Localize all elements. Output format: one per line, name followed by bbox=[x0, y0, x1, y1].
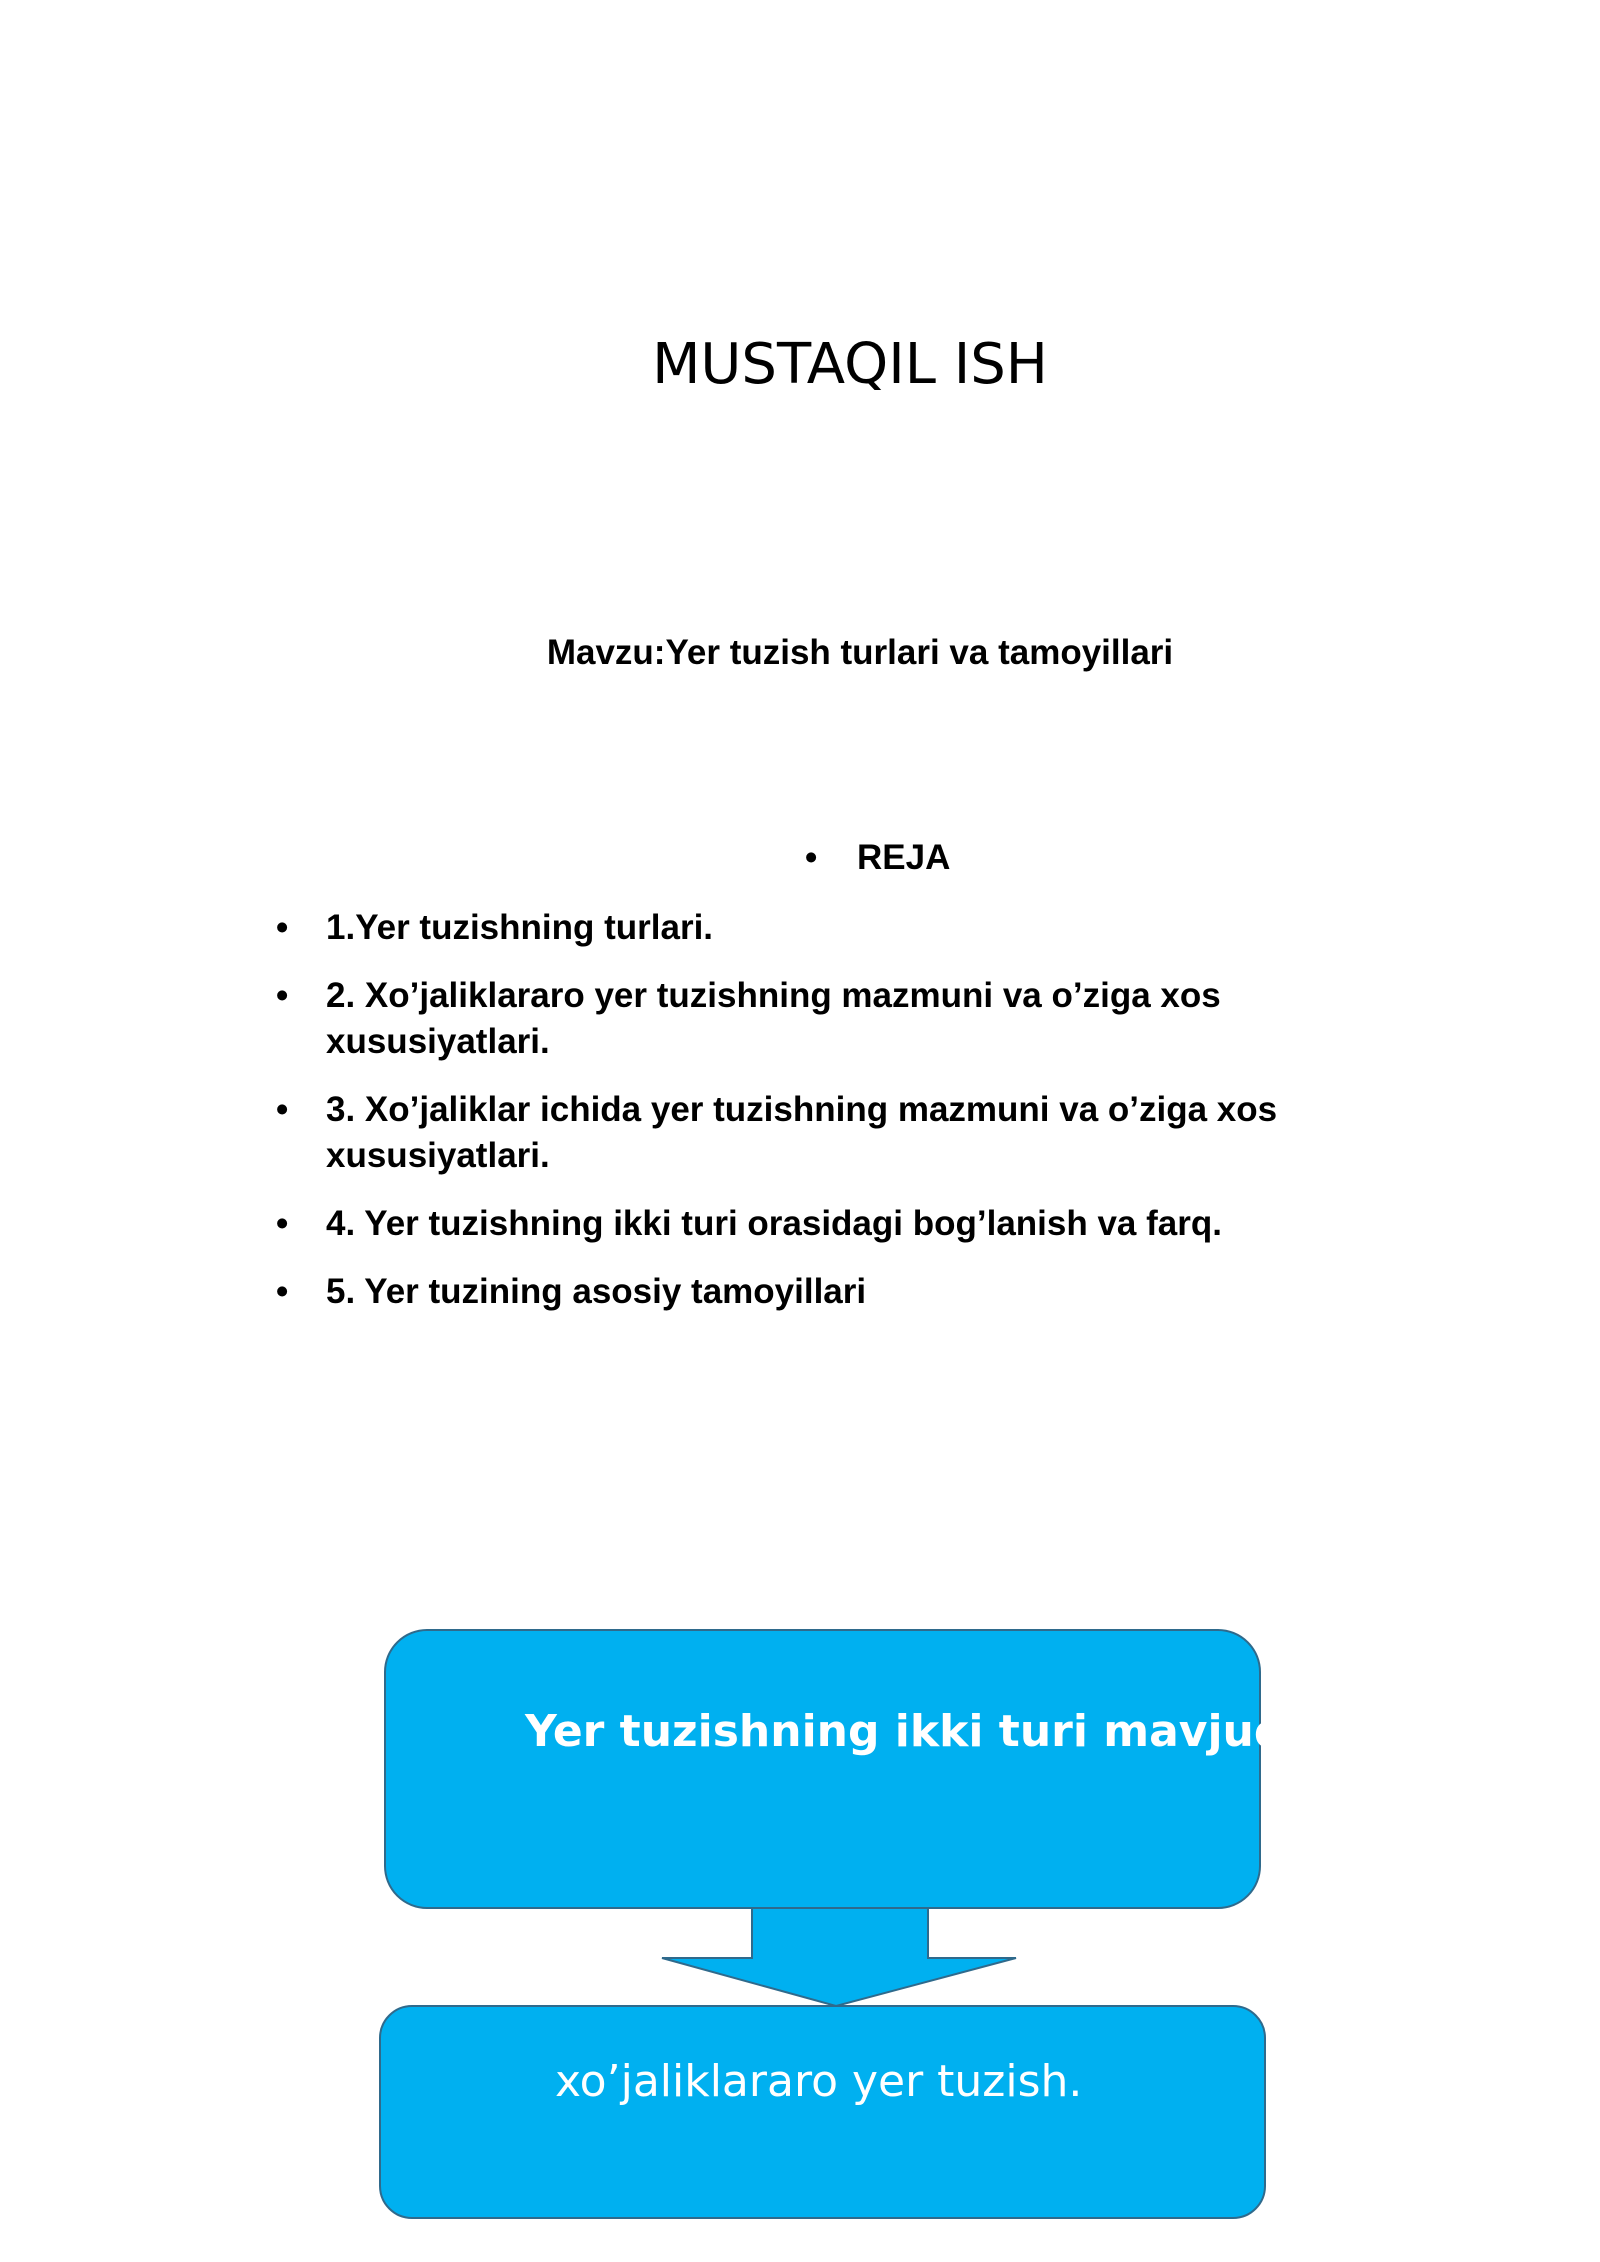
plan-item bbox=[276, 1269, 1396, 1315]
top-box-text: Yer tuzishning ikki turi mavjud: bbox=[525, 1706, 1303, 1757]
plan-item-text: 1.Yer tuzishning turlari. bbox=[326, 908, 714, 947]
plan-item bbox=[276, 905, 1396, 951]
down-arrow-icon bbox=[662, 1908, 1016, 2006]
bottom-box bbox=[380, 2006, 1265, 2218]
plan-item-text: 4. Yer tuzishning ikki turi orasidagi bog’lanish va farq. bbox=[326, 1204, 1222, 1243]
plan-heading-label: REJA bbox=[857, 838, 951, 877]
plan-item-text: 5. Yer tuzining asosiy tamoyillari bbox=[326, 1272, 867, 1311]
bullet-icon: • bbox=[276, 1090, 289, 1129]
bullet-icon: • bbox=[276, 1272, 289, 1311]
plan-item bbox=[276, 1087, 1396, 1179]
flow-diagram bbox=[370, 1620, 1303, 2220]
bullet-icon: • bbox=[276, 976, 289, 1015]
bullet-icon: • bbox=[276, 908, 289, 947]
plan-item bbox=[276, 973, 1396, 1065]
plan-item-text: 2. Xo’jaliklararo yer tuzishning mazmuni va o’ziga xos xususiyatlari. bbox=[326, 976, 1221, 1061]
topic-heading: Mavzu:Yer tuzish turlari va tamoyillari bbox=[546, 633, 1174, 672]
plan-item-text: 3. Xo’jaliklar ichida yer tuzishning mazmuni va o’ziga xos xususiyatlari. bbox=[326, 1090, 1278, 1175]
plan-item bbox=[276, 1201, 1396, 1247]
bottom-box-text: xo’jaliklararo yer tuzish. bbox=[555, 2056, 1083, 2107]
bullet-icon: • bbox=[276, 1204, 289, 1243]
top-box bbox=[385, 1630, 1260, 1908]
plan-heading bbox=[805, 838, 950, 878]
bullet-icon: • bbox=[805, 838, 818, 877]
plan-list bbox=[276, 905, 1396, 1337]
page-title: MUSTAQIL ISH bbox=[652, 332, 1048, 397]
